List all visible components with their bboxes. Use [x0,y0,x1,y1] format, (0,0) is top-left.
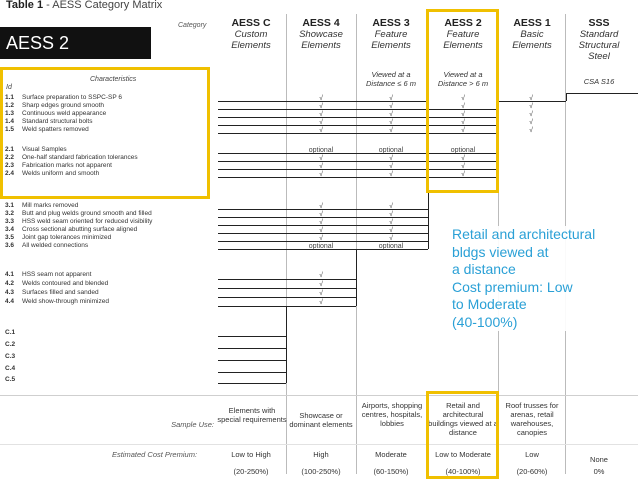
row-id: 4.1 [5,271,15,278]
check-mark: √ [319,281,323,288]
section-divider [0,444,638,445]
row-line [218,288,356,289]
check-mark: √ [389,219,393,226]
sample-use-label: Sample Use: [171,420,214,429]
row-characteristic: Welds contoured and blended [22,280,109,287]
row-id: 1.3 [5,110,15,117]
check-mark: √ [529,103,533,110]
row-id: 1.1 [5,94,15,101]
row-id: 1.4 [5,118,15,125]
row-characteristic: Surface preparation to SSPC-SP 6 [22,94,122,101]
check-mark: √ [389,163,393,170]
row-id: 3.6 [5,242,15,249]
row-characteristic: Continuous weld appearance [22,110,107,117]
check-mark: √ [461,163,465,170]
row-id: 4.2 [5,280,15,287]
check-mark: √ [461,119,465,126]
check-mark: √ [319,95,323,102]
sample-use-aess-3: Airports, shopping centres, hospitals, lobbies [361,401,423,428]
row-characteristic: Weld spatters removed [22,126,89,133]
row-id: 2.3 [5,162,15,169]
check-mark: √ [319,127,323,134]
row-line [218,306,356,307]
cost-level-aess-3: Moderate [375,450,407,459]
column-header-sss: SSS Standard Structural Steel [578,17,620,62]
cost-premium-label: Estimated Cost Premium: [112,450,198,459]
check-mark: √ [461,103,465,110]
check-mark: √ [319,171,323,178]
optional-label: optional [450,147,476,154]
aess3-viewing-note: Viewed at a Distance ≤ 6 m [366,70,416,88]
row-id: 2.1 [5,146,15,153]
column-header-aess-2: AESS 2 Feature Elements [443,17,483,51]
step-edge [356,249,357,306]
row-characteristic: Mill marks removed [22,202,79,209]
sss-standard-note: CSA S16 [583,77,615,86]
row-id: 3.5 [5,234,15,241]
check-mark: √ [529,111,533,118]
row-characteristic: Cross sectional abutting surface aligned [22,226,138,233]
row-id: C.2 [5,341,16,348]
check-mark: √ [461,127,465,134]
check-mark: √ [389,111,393,118]
row-characteristic: Welds uniform and smooth [22,170,100,177]
optional-label: optional [308,243,334,250]
row-line [218,360,286,361]
row-characteristic: Butt and plug welds ground smooth and filled [22,210,152,217]
row-id: 1.2 [5,102,15,109]
check-mark: √ [389,171,393,178]
check-mark: √ [319,272,323,279]
aess2-callout: Retail and architectural bldgs viewed at a distance Cost premium: Low to Moderate (40-100%) [452,226,638,331]
row-id: 2.2 [5,154,15,161]
cost-level-aess-2: Low to Moderate [435,450,491,459]
table-title: Table 1 - AESS Category Matrix [6,0,163,11]
sample-use-aess-c: Elements with special requirements [217,406,287,424]
check-mark: √ [461,171,465,178]
id-header: Id [6,84,12,91]
aess2-bottom-highlight-box [426,391,499,479]
row-characteristic: Fabrication marks not apparent [22,162,112,169]
check-mark: √ [389,127,393,134]
row-line [218,348,286,349]
step-edge [566,93,567,101]
column-header-aess-1: AESS 1 Basic Elements [512,17,552,51]
category-label: Category [178,22,207,29]
check-mark: √ [389,235,393,242]
check-mark: √ [319,119,323,126]
check-mark: √ [389,119,393,126]
check-mark: √ [389,95,393,102]
column-divider [286,14,287,474]
row-characteristic: One-half standard fabrication tolerances [22,154,138,161]
cost-range-aess-c: (20-250%) [233,467,269,476]
row-id: C.5 [5,376,16,383]
check-mark: √ [319,227,323,234]
row-id: 3.2 [5,210,15,217]
cost-level-aess-1: Low [525,450,539,459]
row-line [218,297,356,298]
aess2-column-highlight-box [426,9,499,193]
row-characteristic: Joint gap tolerances minimized [22,234,112,241]
check-mark: √ [319,290,323,297]
aess2-viewing-note: Viewed at a Distance > 6 m [437,70,489,88]
cost-range-aess-2: (40-100%) [445,467,481,476]
row-line [218,279,356,280]
check-mark: √ [319,299,323,306]
row-id: 3.1 [5,202,15,209]
row-id: C.4 [5,365,16,372]
row-characteristic: All welded connections [22,242,89,249]
row-characteristic: Surfaces filled and sanded [22,289,99,296]
cost-level-aess-c: Low to High [231,450,271,459]
check-mark: √ [319,219,323,226]
row-characteristic: HSS weld seam oriented for reduced visibility [22,218,153,225]
row-id: 3.3 [5,218,15,225]
check-mark: √ [319,211,323,218]
row-characteristic: Sharp edges ground smooth [22,102,105,109]
column-header-aess-3: AESS 3 Feature Elements [371,17,411,51]
check-mark: √ [389,203,393,210]
check-mark: √ [529,127,533,134]
check-mark: √ [319,203,323,210]
check-mark: √ [319,103,323,110]
check-mark: √ [461,155,465,162]
check-mark: √ [319,111,323,118]
optional-label: optional [308,147,334,154]
aess-2-badge: AESS 2 [0,27,151,59]
column-header-aess-4: AESS 4 Showcase Elements [299,17,343,51]
row-id: 4.3 [5,289,15,296]
cost-range-aess-4: (100-250%) [301,467,341,476]
row-id: 2.4 [5,170,15,177]
cost-level-sss: None [590,455,608,464]
cost-range-aess-1: (20-60%) [516,467,548,476]
column-header-aess-c: AESS C Custom Elements [231,17,271,51]
check-mark: √ [389,155,393,162]
step-edge [286,306,287,383]
sample-use-aess-2: Retail and architectural buildings viewed at a distance [428,401,498,437]
optional-label: optional [378,243,404,250]
row-id: C.3 [5,353,16,360]
section-divider [0,395,638,396]
row-line [218,336,286,337]
check-mark: √ [529,95,533,102]
row-id: 3.4 [5,226,15,233]
check-mark: √ [461,95,465,102]
sample-use-aess-4: Showcase or dominant elements [289,411,353,429]
row-characteristic: HSS seam not apparent [22,271,92,278]
row-id: C.1 [5,329,16,336]
row-characteristic: Visual Samples [22,146,67,153]
check-mark: √ [461,111,465,118]
step-top [566,93,638,94]
sample-use-aess-1: Roof trusses for arenas, retail warehouses, canopies [505,401,559,437]
check-mark: √ [319,155,323,162]
cost-level-aess-4: High [313,450,329,459]
check-mark: √ [529,119,533,126]
characteristics-highlight-box [0,67,210,199]
check-mark: √ [319,163,323,170]
check-mark: √ [389,211,393,218]
characteristics-header: Characteristics [90,76,137,83]
row-characteristic: Weld show-through minimized [22,298,109,305]
check-mark: √ [389,227,393,234]
row-line [218,383,286,384]
cost-range-aess-3: (60-150%) [373,467,409,476]
row-id: 4.4 [5,298,15,305]
row-line [218,372,286,373]
row-id: 1.5 [5,126,15,133]
row-characteristic: Standard structural bolts [22,118,93,125]
optional-label: optional [378,147,404,154]
check-mark: √ [319,235,323,242]
cost-range-sss: 0% [593,467,605,476]
check-mark: √ [389,103,393,110]
